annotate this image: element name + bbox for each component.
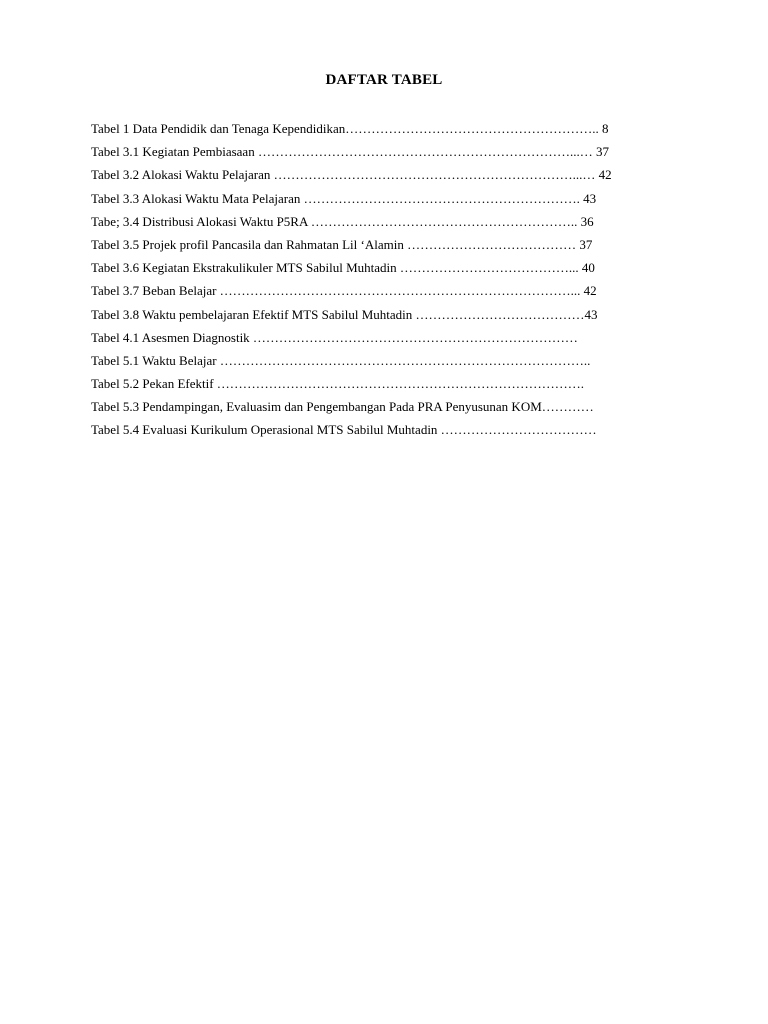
toc-entry: Tabel 3.3 Alokasi Waktu Mata Pelajaran ………………………………………………………. 43: [91, 190, 597, 206]
toc-entry: Tabel 1 Data Pendidik dan Tenaga Kependidikan………………………………………………….. 8: [91, 121, 609, 136]
toc-entry: Tabel 3.2 Alokasi Waktu Pelajaran ……………………………………………………………...… 42: [91, 167, 612, 183]
toc-entry: Tabel 3.8 Waktu pembelajaran Efektif MTS Sabilul Muhtadin …………………………………43: [91, 306, 598, 322]
toc-entry: Tabe; 3.4 Distribusi Alokasi Waktu P5RA …………………………………………………….. 36: [91, 213, 594, 229]
toc-entry: Tabel 5.2 Pekan Efektif ………………………………………………………………………….: [91, 376, 585, 392]
toc-entry: Tabel 5.1 Waktu Belajar …………………………………………………………………………..: [91, 352, 591, 368]
toc-entry: Tabel 5.4 Evaluasi Kurikulum Operasional MTS Sabilul Muhtadin ………………………………: [91, 422, 597, 438]
toc-entry: Tabel 3.1 Kegiatan Pembiasaan ………………………………………………………………...… 37: [91, 144, 609, 160]
toc-entry: Tabel 3.5 Projek profil Pancasila dan Rahmatan Lil ‘Alamin ………………………………… 37: [91, 236, 593, 252]
toc-entry: Tabel 3.6 Kegiatan Ekstrakulikuler MTS Sabilul Muhtadin …………………………………... 40: [91, 260, 595, 276]
table-list: [91, 121, 691, 446]
page-title: DAFTAR TABEL: [325, 72, 443, 88]
toc-entry: Tabel 4.1 Asesmen Diagnostik …………………………………………………………………: [91, 329, 578, 345]
toc-entry: Tabel 3.7 Beban Belajar ………………………………………………………………………... 42: [91, 283, 597, 299]
toc-entry: Tabel 5.3 Pendampingan, Evaluasim dan Pengembangan Pada PRA Penyusunan KOM…………: [91, 399, 594, 415]
